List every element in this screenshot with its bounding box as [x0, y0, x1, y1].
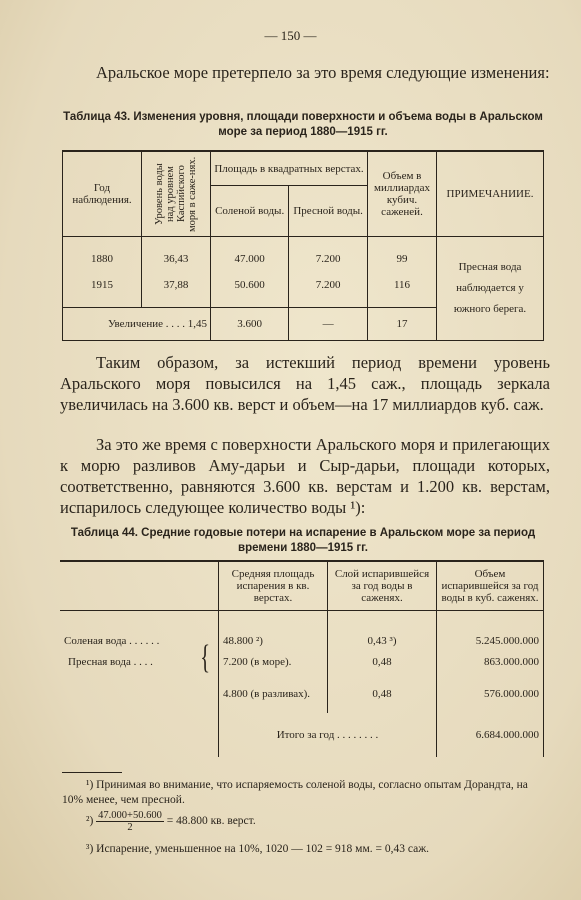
fresh-1915: 7.200: [315, 279, 341, 291]
levels-cell: [142, 237, 211, 308]
volume-cell: [368, 237, 437, 308]
header-level: [142, 151, 211, 237]
footnote-3: ³) Испарение, уменьшенное на 10%, 1020 — 102 = 918 мм. = 0,43 саж.: [86, 843, 430, 855]
table-43: [62, 150, 544, 341]
level-1915: 37,88: [163, 279, 189, 291]
intro-text: Аральское море претерпело за это время следующие изменения:: [96, 63, 550, 82]
fresh-label: Пресная вода . . . .: [60, 649, 219, 675]
fresh-floods-volume: 576.000.000: [437, 675, 544, 713]
table43-data-row: [63, 237, 544, 308]
salt-label: Соленая вода . . . . . .: [60, 611, 219, 650]
page-number: — 150 —: [264, 28, 317, 43]
header-year: Год наблюдения.: [63, 151, 142, 237]
salt-layer: 0,43 ³): [328, 611, 437, 650]
intro-paragraph: [60, 62, 550, 83]
table44-row-fresh-sea: [60, 649, 544, 675]
note-cell: Пресная вода наблюдается у южного берега.: [437, 237, 544, 341]
increase-volume: 17: [368, 308, 437, 341]
year-1880: 1880: [91, 253, 113, 265]
footnote-2-result: = 48.800 кв. верст.: [166, 815, 256, 828]
footnote-rule: [62, 772, 122, 773]
paragraph-2: [60, 352, 550, 415]
header-volume: Объем в миллиардах кубич. саженей.: [368, 151, 437, 237]
header-fresh: Пресной воды.: [289, 186, 368, 237]
footnote-2: [62, 810, 566, 833]
table43-caption: Таблица 43. Изменения уровня, площади поверхности и объема воды в Аральском море за период 1880—1915 гг.: [63, 111, 543, 138]
table43-header-row: [63, 151, 544, 186]
total-label: Итого за год . . . . . . . .: [219, 713, 437, 757]
salt-1915: 50.600: [234, 279, 265, 291]
paragraph-3: [60, 434, 550, 518]
fraction-numerator: 47.000+50.600: [98, 810, 162, 821]
total-value: 6.684.000.000: [437, 713, 544, 757]
salt-volume: 5.245.000.000: [437, 611, 544, 650]
fresh-floods-blank: [60, 675, 219, 713]
footnote-2-fraction: [96, 810, 164, 833]
header-salt: Соленой воды.: [211, 186, 289, 237]
years-cell: [63, 237, 142, 308]
increase-label: Увеличение . . . .: [107, 318, 185, 330]
header-evap-volume: Объем испарившейся за год воды в куб. саженях.: [437, 561, 544, 611]
increase-fresh: —: [289, 308, 368, 341]
fresh-1880: 7.200: [315, 253, 341, 265]
fresh-sea-volume: 863.000.000: [437, 649, 544, 675]
volume-1915: 116: [393, 279, 411, 291]
header-blank: [60, 561, 219, 611]
table44-header-row: [60, 561, 544, 611]
level-1880: 36,43: [163, 253, 189, 265]
increase-cell: [63, 308, 211, 341]
header-level-text: Уровень воды над уровнем Каспийского моря в саже-нях.: [154, 156, 198, 232]
table44-caption: Таблица 44. Средние годовые потери на испарение в Аральском море за период времени 1880—1915 гг.: [70, 527, 536, 554]
footnote-2-mark: ²): [86, 815, 94, 828]
fraction-denominator: 2: [127, 822, 133, 833]
table-44: [60, 560, 544, 757]
fresh-floods-layer: 0,48: [328, 675, 437, 713]
fresh-cell: [289, 237, 368, 308]
increase-salt: 3.600: [211, 308, 289, 341]
salt-1880: 47.000: [234, 253, 265, 265]
table44-row-fresh-floods: [60, 675, 544, 713]
fresh-sea-layer: 0,48: [328, 649, 437, 675]
increase-level: 1,45: [187, 318, 207, 330]
header-area: Площадь в квадратных верстах.: [211, 151, 368, 186]
footnote-1: ¹) Принимая во внимание, что испаряемость соленой воды, согласно опытам Дорандта, на 10% менее, чем пресной.: [62, 779, 528, 806]
paragraph-2-text: Таким образом, за истекший период времени уровень Аральского моря повысился на 1,45 саж., площадь зеркала увеличилась на 3.600 кв. верст и объем—на 17 миллиардов куб. саж.: [60, 353, 550, 414]
table44-row-salt: [60, 611, 544, 650]
fresh-floods-area: 4.800 (в разливах).: [219, 675, 328, 713]
fresh-sea-area: 7.200 (в море).: [219, 649, 328, 675]
salt-cell: [211, 237, 289, 308]
salt-area: 48.800 ²): [219, 611, 328, 650]
brace-symbol: {: [200, 639, 211, 676]
year-1915: 1915: [91, 279, 113, 291]
total-blank: [60, 713, 219, 757]
header-layer: Слой испарившейся за год воды в саженях.: [328, 561, 437, 611]
header-evap-area: Средняя площадь испарения в кв. верстах.: [219, 561, 328, 611]
volume-1880: 99: [396, 253, 408, 265]
table44-row-total: [60, 713, 544, 757]
paragraph-3-text: За это же время с поверхности Аральского моря и прилегающих к морю разливов Аму-дарьи и Сыр-дарьи, площади которых, соответственно, равняются 3.600 кв. верстам и 1.200 кв. верстам, испарилось следующее количество воды ¹):: [60, 435, 550, 517]
header-note: ПРИМЕЧАНИИЕ.: [437, 151, 544, 237]
